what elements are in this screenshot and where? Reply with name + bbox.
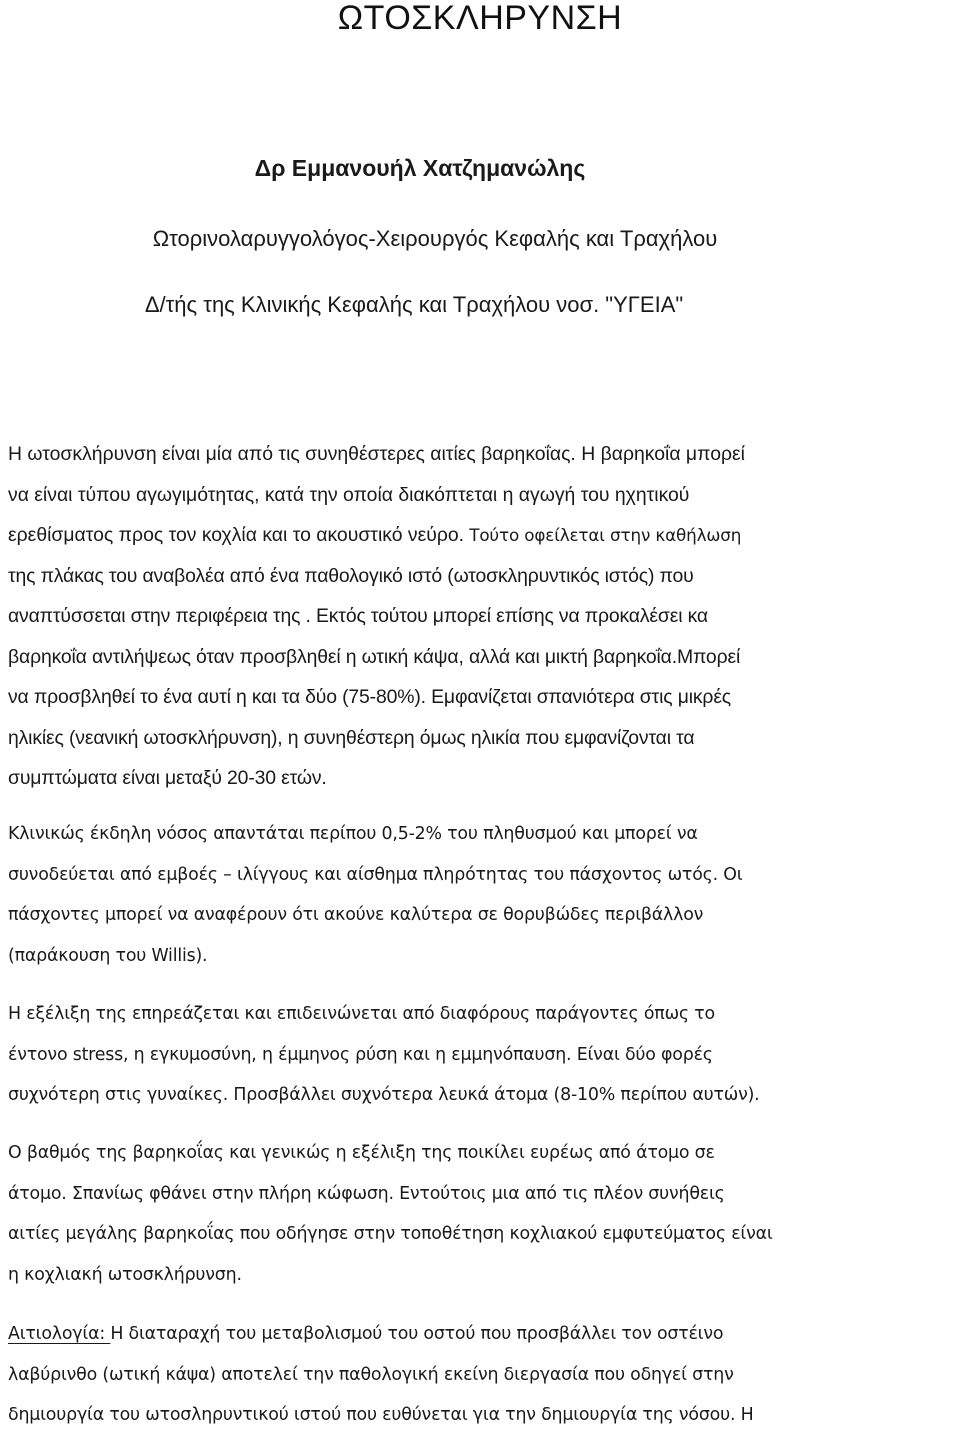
author-position: Δ/τής της Κλινικής Κεφαλής και Τραχήλου νοσ. "ΥΓΕΙΑ" (144, 292, 684, 317)
section-heading-etiology: Αιτιολογία: (8, 1324, 111, 1344)
text-segment: ερεθίσματος προς τον κοχλία και το ακουστικό νεύρο. (8, 524, 465, 546)
text-line: αναπτύσσεται στην περιφέρεια της . Εκτός τούτου μπορεί επίσης να προκαλέσει κα (8, 605, 708, 627)
text-line: Η ωτοσκλήρυνση είναι μία από τις συνηθέστερες αιτίες βαρηκοΐας. Η βαρηκοΐα μπορεί (8, 443, 745, 465)
text-line: συχνότερη στις γυναίκες. Προσβάλλει συχνότερα λευκά άτομα (8-10% περίπου αυτών). (8, 1085, 760, 1105)
text-line: βαρηκοΐα αντιλήψεως όταν προσβληθεί η ωτική κάψα, αλλά και μικτή βαρηκοΐα.Μπορεί (8, 645, 741, 668)
paragraph-severity (8, 1133, 956, 1295)
text-line: της πλάκας του αναβολέα από ένα παθολογικό ιστό (ωτοσκληρυντικός ιστός) που (8, 564, 694, 587)
text-line: συνοδεύεται από εμβοές – ιλίγγους και αίσθημα πληρότητας του πάσχοντος ωτός. Οι (8, 864, 743, 885)
text-line: Κλινικώς έκδηλη νόσος απαντάται περίπου 0,5-2% του πληθυσμού και μπορεί να (8, 824, 698, 844)
text-line: να προσβληθεί το ένα αυτί η και τα δύο (75-80%). Εμφανίζεται σπανιότερα στις μικρές (8, 686, 732, 708)
text-line: άτομο. Σπανίως φθάνει στην πλήρη κώφωση. Εντούτοις μια από τις πλέον συνήθεις (8, 1183, 725, 1204)
document-title: ΩΤΟΣΚΛΗΡΥΝΣΗ (337, 0, 623, 37)
text-line: δημιουργία του ωτοσληρυντικού ιστού που ευθύνεται για την δημιουργία της νόσου. Η (8, 1405, 754, 1425)
paragraph-intro (8, 434, 956, 799)
text-line: λαβύρινθο (ωτική κάψα) αποτελεί την παθολογική εκείνη διεργασία που οδηγεί στην (8, 1364, 734, 1385)
text-line: πάσχοντες μπορεί να αναφέρουν ότι ακούνε καλύτερα σε θορυβώδες περιβάλλον (8, 905, 704, 925)
text-line: Ο βαθμός της βαρηκοΐας και γενικώς η εξέλιξη της ποικίλει ευρέως από άτομο σε (8, 1143, 715, 1163)
paragraph-clinical (8, 814, 956, 976)
author-role: Ωτορινολαρυγγολόγος-Χειρουργός Κεφαλής και Τραχήλου (152, 226, 718, 251)
author-name: Δρ Εμμανουήλ Χατζημανώλης (254, 155, 586, 181)
text-line: ηλικίες (νεανική ωτοσκλήρυνση), η συνηθέστερη όμως ηλικία που εμφανίζονται τα (8, 726, 695, 749)
text-line: (παράκουση του Willis). (8, 945, 208, 966)
text-line: αιτίες μεγάλης βαρηκοΐας που οδήγησε στην τοποθέτηση κοχλιακού εμφυτεύματος είναι (8, 1224, 773, 1244)
paragraph-progression (8, 994, 956, 1116)
text-line (8, 515, 956, 556)
text-line: συμπτώματα είναι μεταξύ 20-30 ετών. (8, 767, 327, 789)
text-line (8, 1314, 956, 1355)
paragraph-etiology (8, 1314, 956, 1436)
text-line: Η εξέλιξη της επηρεάζεται και επιδεινώνεται από διαφόρους παράγοντες όπως το (8, 1004, 715, 1024)
text-segment: Η διαταραχή του μεταβολισμού του οστού που προσβάλλει τον οστέινο (110, 1324, 724, 1344)
text-segment: Τούτο οφείλεται στην καθήλωση (464, 525, 742, 545)
text-line: η κοχλιακή ωτοσκλήρυνση. (8, 1264, 242, 1285)
text-line: έντονο stress, η εγκυμοσύνη, η έμμηνος ρύση και η εμμηνόπαυση. Είναι δύο φορές (8, 1044, 713, 1065)
text-line: να είναι τύπου αγωγιμότητας, κατά την οποία διακόπτεται η αγωγή του ηχητικού (8, 483, 690, 506)
